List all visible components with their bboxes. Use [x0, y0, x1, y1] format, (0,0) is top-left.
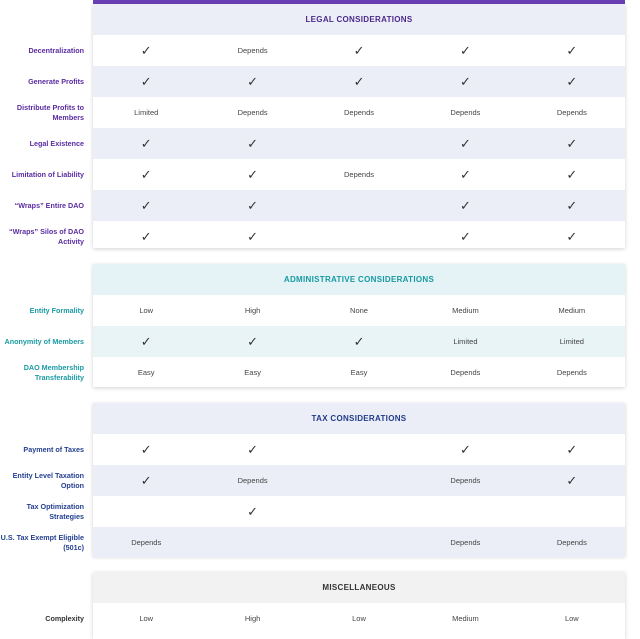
cell-value [412, 496, 518, 527]
cell-value: Easy [244, 368, 261, 377]
legal-header: LEGAL CONSIDERATIONS [93, 4, 625, 35]
check-icon [199, 66, 305, 97]
check-icon-glyph: ✓ [140, 136, 152, 151]
table-row [0, 465, 640, 496]
cell-value: Medium [452, 306, 479, 315]
table-row [0, 357, 640, 388]
row-cells [93, 66, 625, 97]
check-icon-glyph: ✓ [247, 198, 259, 213]
check-icon-glyph: ✓ [140, 473, 152, 488]
row-label: Generate Profits [28, 76, 84, 86]
table-row [0, 434, 640, 465]
check-icon-glyph: ✓ [459, 167, 471, 182]
check-icon-glyph: ✓ [140, 442, 152, 457]
cell-value [306, 221, 412, 252]
row-label: Anonymity of Members [4, 336, 84, 346]
cell-value: High [244, 614, 261, 623]
admin-header: ADMINISTRATIVE CONSIDERATIONS [93, 264, 625, 295]
row-label: Legal Existence [29, 138, 84, 148]
check-icon-glyph: ✓ [140, 74, 152, 89]
check-icon [519, 434, 625, 465]
row-cells [93, 326, 625, 357]
check-icon-glyph: ✓ [140, 198, 152, 213]
cell-value [519, 496, 625, 527]
misc-header: MISCELLANEOUS [93, 572, 625, 603]
check-icon [519, 465, 625, 496]
check-icon-glyph: ✓ [353, 43, 365, 58]
check-icon [519, 190, 625, 221]
check-icon [93, 465, 199, 496]
row-cells [93, 465, 625, 496]
tax-header: TAX CONSIDERATIONS [93, 403, 625, 434]
check-icon-glyph: ✓ [247, 229, 259, 244]
row-label: Entity Formality [29, 305, 84, 315]
cell-value: High [244, 306, 261, 315]
check-icon [93, 221, 199, 252]
check-icon [519, 221, 625, 252]
check-icon-glyph: ✓ [566, 229, 578, 244]
check-icon [412, 434, 518, 465]
check-icon [412, 221, 518, 252]
check-icon [93, 434, 199, 465]
row-cells [93, 97, 625, 128]
check-icon [199, 221, 305, 252]
check-icon [199, 190, 305, 221]
row-label: “Wraps” Silos of DAO Activity [9, 227, 84, 246]
check-icon [93, 35, 199, 66]
row-label: Limitation of Liability [11, 169, 84, 179]
check-icon [412, 159, 518, 190]
cell-value: Depends [131, 538, 162, 547]
check-icon-glyph: ✓ [566, 473, 578, 488]
check-icon-glyph: ✓ [353, 74, 365, 89]
cell-value [306, 434, 412, 465]
row-label: DAO Membership Transferability [23, 363, 84, 382]
cell-value: Depends [237, 46, 268, 55]
table-row [0, 190, 640, 221]
row-cells [93, 434, 625, 465]
cell-value: Medium [558, 306, 586, 315]
check-icon [93, 128, 199, 159]
table-row [0, 603, 640, 634]
check-icon-glyph: ✓ [247, 74, 259, 89]
check-icon-glyph: ✓ [247, 442, 259, 457]
cell-value: Depends [450, 476, 481, 485]
check-icon-glyph: ✓ [459, 442, 471, 457]
row-cells [93, 128, 625, 159]
cell-value: Depends [450, 538, 481, 547]
cell-value: None [350, 306, 368, 315]
check-icon-glyph: ✓ [353, 334, 365, 349]
table-row [0, 295, 640, 326]
check-icon-glyph: ✓ [140, 229, 152, 244]
row-cells [93, 603, 625, 634]
row-label: Distribute Profits to Members [16, 103, 84, 122]
check-icon-glyph: ✓ [566, 442, 578, 457]
cell-value: Easy [350, 368, 368, 377]
cell-value: Depends [556, 368, 587, 377]
cell-value: Limited [134, 108, 159, 117]
cell-value: Low [564, 614, 579, 623]
check-icon-glyph: ✓ [140, 167, 152, 182]
check-icon-glyph: ✓ [140, 334, 152, 349]
check-icon-glyph: ✓ [459, 74, 471, 89]
cell-value: Depends [344, 170, 375, 179]
cell-value: Low [139, 614, 154, 623]
row-cells [93, 496, 625, 527]
check-icon [93, 190, 199, 221]
table-row [0, 128, 640, 159]
row-cells [93, 357, 625, 388]
cell-value: Depends [556, 538, 587, 547]
check-icon-glyph: ✓ [459, 198, 471, 213]
row-label: Entity Level Taxation Option [12, 471, 84, 490]
check-icon-glyph: ✓ [459, 229, 471, 244]
check-icon-glyph: ✓ [566, 198, 578, 213]
row-cells [93, 35, 625, 66]
row-label: U.S. Tax Exempt Eligible (501c) [0, 533, 84, 552]
check-icon [412, 128, 518, 159]
check-icon-glyph: ✓ [566, 43, 578, 58]
cell-value [306, 465, 412, 496]
table-row [0, 35, 640, 66]
check-icon-glyph: ✓ [247, 136, 259, 151]
row-label: Payment of Taxes [23, 444, 84, 454]
check-icon [412, 35, 518, 66]
row-label: Tax Optimization Strategies [26, 502, 84, 521]
check-icon [199, 496, 305, 527]
check-icon [93, 66, 199, 97]
cell-value: Depends [450, 108, 481, 117]
cell-value [199, 527, 305, 558]
row-cells [93, 159, 625, 190]
check-icon-glyph: ✓ [247, 167, 259, 182]
cell-value: Easy [137, 368, 155, 377]
row-cells [93, 295, 625, 326]
table-row [0, 221, 640, 252]
cell-value: Depends [237, 476, 268, 485]
cell-value [306, 527, 412, 558]
row-cells [93, 221, 625, 252]
cell-value: Limited [453, 337, 478, 346]
check-icon-glyph: ✓ [247, 504, 259, 519]
table-row [0, 97, 640, 128]
check-icon [306, 35, 412, 66]
cell-value: Low [352, 614, 366, 623]
check-icon-glyph: ✓ [566, 136, 578, 151]
row-label: “Wraps” Entire DAO [14, 200, 84, 210]
check-icon [199, 128, 305, 159]
check-icon [519, 128, 625, 159]
cell-value [93, 496, 199, 527]
table-row [0, 159, 640, 190]
check-icon [199, 434, 305, 465]
table-row [0, 527, 640, 558]
check-icon [519, 35, 625, 66]
check-icon [412, 190, 518, 221]
check-icon [93, 326, 199, 357]
check-icon-glyph: ✓ [459, 136, 471, 151]
cell-value: Depends [450, 368, 481, 377]
check-icon [199, 159, 305, 190]
cell-value: Depends [237, 108, 268, 117]
row-label: Complexity [45, 613, 84, 623]
cell-value: Depends [556, 108, 587, 117]
check-icon [519, 159, 625, 190]
check-icon-glyph: ✓ [566, 167, 578, 182]
cell-value: Depends [344, 108, 375, 117]
cell-value [306, 128, 412, 159]
cell-value: Limited [559, 337, 584, 346]
cell-value [306, 496, 412, 527]
check-icon [306, 66, 412, 97]
table-row [0, 326, 640, 357]
check-icon-glyph: ✓ [247, 334, 259, 349]
check-icon [412, 66, 518, 97]
row-label: Decentralization [28, 45, 84, 55]
row-cells [93, 190, 625, 221]
table-row [0, 496, 640, 527]
cell-value [306, 190, 412, 221]
row-cells [93, 527, 625, 558]
check-icon-glyph: ✓ [459, 43, 471, 58]
check-icon-glyph: ✓ [566, 74, 578, 89]
check-icon-glyph: ✓ [140, 43, 152, 58]
check-icon [519, 66, 625, 97]
table-row [0, 66, 640, 97]
cell-value: Low [139, 306, 154, 315]
cell-value: Medium [452, 614, 479, 623]
check-icon [199, 326, 305, 357]
check-icon [93, 159, 199, 190]
check-icon [306, 326, 412, 357]
